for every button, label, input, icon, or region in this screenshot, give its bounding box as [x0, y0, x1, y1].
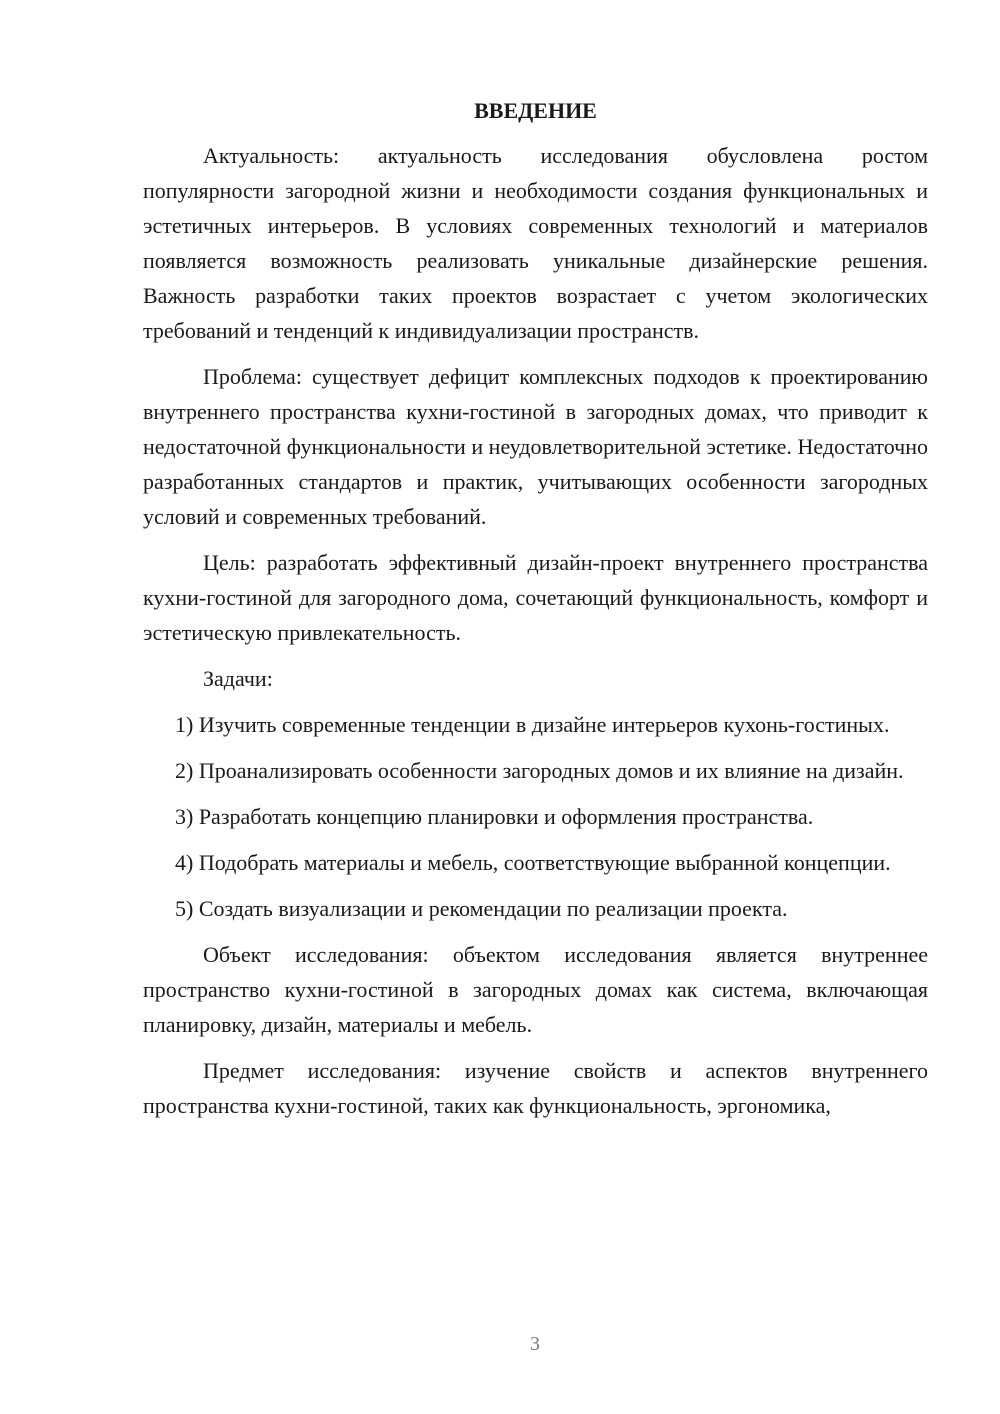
paragraph-object: Объект исследования: объектом исследования является внутреннее пространство кухни-гостиной в загородных домах как система, включающая планировку, дизайн, материалы и мебель. — [143, 942, 928, 1037]
page-number: 3 — [530, 1333, 540, 1355]
task-item-4: 4) Подобрать материалы и мебель, соответствующие выбранной концепции. — [175, 850, 891, 875]
paragraph-subject: Предмет исследования: изучение свойств и аспектов внутреннего пространства кухни-гостиной, таких как функциональность, эргономика, — [143, 1058, 928, 1118]
document-page — [143, 96, 928, 1134]
paragraph-goal: Цель: разработать эффективный дизайн-проект внутреннего пространства кухни-гостиной для загородного дома, сочетающий функциональность, комфорт и эстетическую привлекательность. — [143, 550, 928, 645]
paragraph-problem: Проблема: существует дефицит комплексных подходов к проектированию внутреннего пространства кухни-гостиной в загородных домах, что приводит к недостаточной функциональности и неудовлетворительной эстетике. Недостаточно разработанных стандартов и практик, учитывающих особенности загородных условий и современных требований. — [143, 364, 928, 529]
tasks-heading: Задачи: — [203, 666, 273, 691]
task-item-5: 5) Создать визуализации и рекомендации по реализации проекта. — [175, 896, 788, 921]
paragraph-relevance: Актуальность: актуальность исследования обусловлена ростом популярности загородной жизни и необходимости создания функциональных и эстетичных интерьеров. В условиях современных технологий и материалов появляется возможность реализовать уникальные дизайнерские решения. Важность разработки таких проектов возрастает с учетом экологических требований и тенденций к индивидуализации пространств. — [143, 143, 928, 343]
task-item-2: 2) Проанализировать особенности загородных домов и их влияние на дизайн. — [175, 758, 904, 783]
task-item-1: 1) Изучить современные тенденции в дизайне интерьеров кухонь-гостиных. — [175, 712, 890, 737]
task-item-3: 3) Разработать концепцию планировки и оформления пространства. — [175, 804, 814, 829]
page-title: ВВЕДЕНИЕ — [474, 98, 597, 123]
